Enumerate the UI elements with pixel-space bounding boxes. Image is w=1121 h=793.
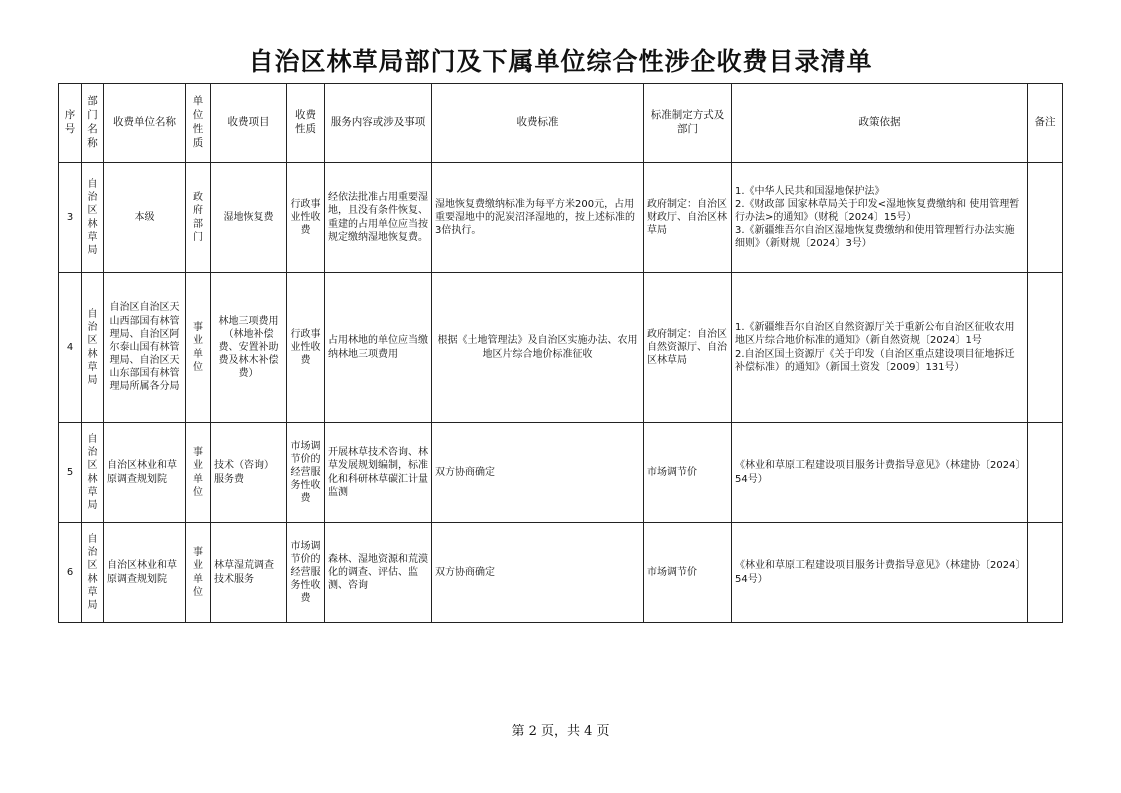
cell-standard: 根据《土地管理法》及自治区实施办法、农用地区片综合地价标准征收 xyxy=(432,273,644,423)
cell-dept: 自治区林草局 xyxy=(82,423,104,523)
basis-line: 2.《财政部 国家林草局关于印发<湿地恢复费缴纳和 使用管理暂行办法>的通知》（财税〔2024〕15号） xyxy=(735,198,1020,223)
header-dept: 部门名称 xyxy=(82,84,104,163)
cell-remark xyxy=(1028,273,1063,423)
table-row xyxy=(59,273,1063,423)
cell-method: 市场调节价 xyxy=(644,423,732,523)
page-title: 自治区林草局部门及下属单位综合性涉企收费目录清单 xyxy=(248,47,873,76)
cell-fee-nature: 市场调节价的经营服务性收费 xyxy=(287,423,325,523)
cell-unit-nature: 事业单位 xyxy=(186,423,211,523)
cell-method: 政府制定：自治区财政厅、自治区林草局 xyxy=(644,163,732,273)
cell-remark xyxy=(1028,163,1063,273)
cell-item: 林草湿荒调查技术服务 xyxy=(211,523,287,623)
cell-fee-nature: 行政事业性收费 xyxy=(287,273,325,423)
cell-basis xyxy=(732,273,1028,423)
header-item: 收费项目 xyxy=(211,84,287,163)
header-remark: 备注 xyxy=(1028,84,1063,163)
cell-service: 经依法批准占用重要湿地，且没有条件恢复、重建的占用单位应当按规定缴纳湿地恢复费。 xyxy=(325,163,432,273)
cell-seq: 3 xyxy=(59,163,82,273)
cell-item: 湿地恢复费 xyxy=(211,163,287,273)
basis-line: 《林业和草原工程建设项目服务计费指导意见》（林建协〔2024〕54号） xyxy=(735,460,1021,485)
cell-standard: 湿地恢复费缴纳标准为每平方米200元，占用重要湿地中的泥炭沼泽湿地的，按上述标准的3倍执行。 xyxy=(432,163,644,273)
header-basis: 政策依据 xyxy=(732,84,1028,163)
cell-fee-nature: 市场调节价的经营服务性收费 xyxy=(287,523,325,623)
header-unit: 收费单位名称 xyxy=(104,84,186,163)
header-seq: 序号 xyxy=(59,84,82,163)
cell-seq: 5 xyxy=(59,423,82,523)
cell-standard: 双方协商确定 xyxy=(432,523,644,623)
cell-unit: 自治区林业和草原调查规划院 xyxy=(104,423,186,523)
cell-method: 市场调节价 xyxy=(644,523,732,623)
header-fee-nature: 收费性质 xyxy=(287,84,325,163)
page-number: 第 2 页，共 4 页 xyxy=(511,724,610,739)
cell-dept: 自治区林草局 xyxy=(82,163,104,273)
cell-service: 开展林草技术咨询、林草发展规划编制，标准化和科研林草碳汇计量监测 xyxy=(325,423,432,523)
header-method: 标准制定方式及部门 xyxy=(644,84,732,163)
cell-fee-nature: 行政事业性收费 xyxy=(287,163,325,273)
cell-dept: 自治区林草局 xyxy=(82,273,104,423)
cell-unit-nature: 事业单位 xyxy=(186,273,211,423)
table-row xyxy=(59,523,1063,623)
basis-line: 2.自治区国土资源厅《关于印发（自治区重点建设项目征地拆迁补偿标准）的通知》（新国土资发〔2009〕131号） xyxy=(735,348,1015,373)
cell-remark xyxy=(1028,423,1063,523)
cell-unit: 自治区自治区天山西部国有林管理局、自治区阿尔泰山国有林管理局、自治区天山东部国有林管理局所属各分局 xyxy=(104,273,186,423)
cell-basis xyxy=(732,423,1028,523)
cell-unit: 自治区林业和草原调查规划院 xyxy=(104,523,186,623)
table-row xyxy=(59,423,1063,523)
cell-item: 技术（咨询）服务费 xyxy=(211,423,287,523)
header-standard: 收费标准 xyxy=(432,84,644,163)
cell-unit: 本级 xyxy=(104,163,186,273)
cell-basis xyxy=(732,523,1028,623)
cell-seq: 6 xyxy=(59,523,82,623)
header-service: 服务内容或涉及事项 xyxy=(325,84,432,163)
cell-unit-nature: 政府部门 xyxy=(186,163,211,273)
cell-seq: 4 xyxy=(59,273,82,423)
basis-line: 1.《新疆维吾尔自治区自然资源厅关于重新公布自治区征收农用地区片综合地价标准的通知》（新自然资规〔2024〕1号 xyxy=(735,322,1015,347)
cell-standard: 双方协商确定 xyxy=(432,423,644,523)
cell-item: 林地三项费用（林地补偿费、安置补助费及林木补偿费） xyxy=(211,273,287,423)
table-row xyxy=(59,163,1063,273)
basis-line: 3.《新疆维吾尔自治区湿地恢复费缴纳和使用管理暂行办法实施细则》（新财规〔2024〕3号） xyxy=(735,225,1015,250)
basis-line: 《林业和草原工程建设项目服务计费指导意见》（林建协〔2024〕54号） xyxy=(735,560,1021,585)
cell-unit-nature: 事业单位 xyxy=(186,523,211,623)
header-unit-nature: 单位性质 xyxy=(186,84,211,163)
cell-dept: 自治区林草局 xyxy=(82,523,104,623)
cell-method: 政府制定：自治区自然资源厅、自治区林草局 xyxy=(644,273,732,423)
table-header-row xyxy=(59,84,1063,163)
basis-line: 1.《中华人民共和国湿地保护法》 xyxy=(735,185,885,197)
cell-basis xyxy=(732,163,1028,273)
cell-remark xyxy=(1028,523,1063,623)
cell-service: 占用林地的单位应当缴纳林地三项费用 xyxy=(325,273,432,423)
fee-table xyxy=(58,83,1063,623)
cell-service: 森林、湿地资源和荒漠化的调查、评估、监测、咨询 xyxy=(325,523,432,623)
